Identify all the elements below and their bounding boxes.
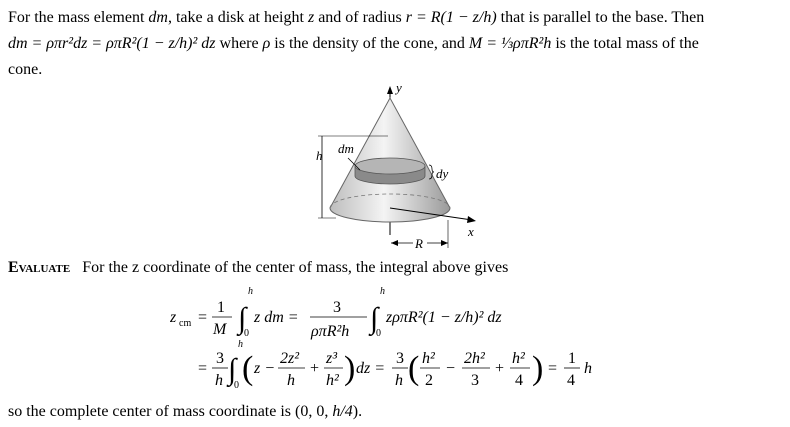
intro-text: and of radius (314, 9, 406, 26)
z-symbol: z (307, 9, 315, 26)
minus-sign: − (446, 360, 456, 377)
equals-sign: = (548, 360, 558, 377)
radius-formula: r = R(1 − z/h) (405, 9, 497, 26)
intro-text: cone. (8, 61, 43, 78)
evaluate-heading: Evaluate (8, 259, 71, 276)
fraction-denominator: h² (326, 372, 339, 389)
disk-element (355, 158, 425, 174)
upper-limit: h (248, 286, 253, 297)
lower-limit: 0 (376, 328, 381, 339)
integral-sign: ∫ (228, 353, 237, 386)
left-paren: ( (408, 350, 420, 387)
fraction-numerator: 2h² (464, 350, 485, 367)
fraction-denominator: ρπR²h (311, 323, 350, 340)
integral-sign: ∫ (238, 302, 247, 335)
label-dm: dm (338, 141, 354, 156)
fraction-numerator: 3 (333, 299, 341, 316)
fraction-denominator: 4 (515, 372, 523, 389)
label-y: y (396, 80, 402, 95)
fraction-denominator: 2 (425, 372, 433, 389)
label-dy: dy (436, 166, 449, 181)
upper-limit: h (380, 286, 385, 297)
intro-text: that is parallel to the base. Then (496, 9, 705, 26)
intro-line-1 (8, 8, 704, 28)
right-paren: ) (344, 350, 356, 387)
result-h: h (584, 360, 592, 377)
r-arrow-left (391, 240, 398, 246)
fraction-denominator: h (287, 372, 295, 389)
intro-text: where (215, 35, 263, 52)
fraction-denominator: h (395, 372, 403, 389)
conclusion-text: so the complete center of mass coordinate is (0, 0, (8, 403, 333, 420)
fraction-numerator: 3 (396, 350, 404, 367)
right-paren: ) (532, 350, 544, 387)
fraction-numerator: h² (512, 350, 525, 367)
z-cm-symbol: z (170, 309, 177, 326)
plus-sign: + (310, 360, 320, 377)
label-x: x (468, 224, 474, 239)
integral-sign: ∫ (370, 302, 379, 335)
label-R: R (415, 236, 423, 251)
fraction-numerator: 2z² (280, 350, 300, 367)
rho-symbol: ρ (262, 35, 271, 52)
fraction-denominator: 3 (471, 372, 479, 389)
label-h: h (316, 148, 323, 163)
equals-sign: = (198, 360, 208, 377)
y-axis-arrow (387, 86, 393, 94)
fraction-denominator: M (213, 321, 227, 338)
fraction-numerator: 1 (568, 350, 576, 367)
cone-figure (300, 80, 500, 255)
intro-line-2 (8, 34, 699, 54)
left-paren: ( (242, 350, 254, 387)
equals-sign: = (198, 309, 208, 326)
dm-symbol: dm (148, 9, 168, 26)
intro-text: , take a disk at height (167, 9, 308, 26)
evaluate-text: For the z coordinate of the center of mass, the integral above gives (82, 259, 509, 276)
cm-subscript: cm (179, 318, 192, 329)
term-z: z − (254, 360, 276, 377)
intro-text: is the density of the cone, and (270, 35, 469, 52)
fraction-numerator: 3 (216, 350, 224, 367)
center-of-mass-equation (170, 282, 620, 400)
dz-equals: dz = (356, 360, 386, 377)
fraction-numerator: z³ (326, 350, 338, 367)
intro-line-3 (8, 60, 42, 80)
r-arrow-right (441, 240, 448, 246)
fraction-numerator: 1 (217, 299, 225, 316)
fraction-numerator: h² (422, 350, 435, 367)
lower-limit: 0 (234, 380, 239, 391)
intro-text: is the total mass of the (551, 35, 699, 52)
lower-limit: 0 (244, 328, 249, 339)
conclusion-line (8, 402, 362, 422)
integrand-expanded: zρπR²(1 − z/h)² dz (386, 309, 502, 326)
x-axis-arrow (467, 216, 476, 223)
evaluate-line (8, 258, 508, 278)
upper-limit: h (238, 339, 243, 350)
mass-formula: M = ⅓ρπR²h (468, 35, 552, 52)
plus-sign: + (495, 360, 505, 377)
fraction-denominator: 4 (567, 372, 575, 389)
dm-formula: dm = ρπr²dz = ρπR²(1 − z/h)² dz (8, 35, 216, 52)
intro-text: For the mass element (8, 9, 149, 26)
integrand-zdm: z dm = (254, 309, 299, 326)
conclusion-text: ). (352, 403, 363, 420)
conclusion-value: h/4 (332, 403, 353, 420)
fraction-denominator: h (215, 372, 223, 389)
